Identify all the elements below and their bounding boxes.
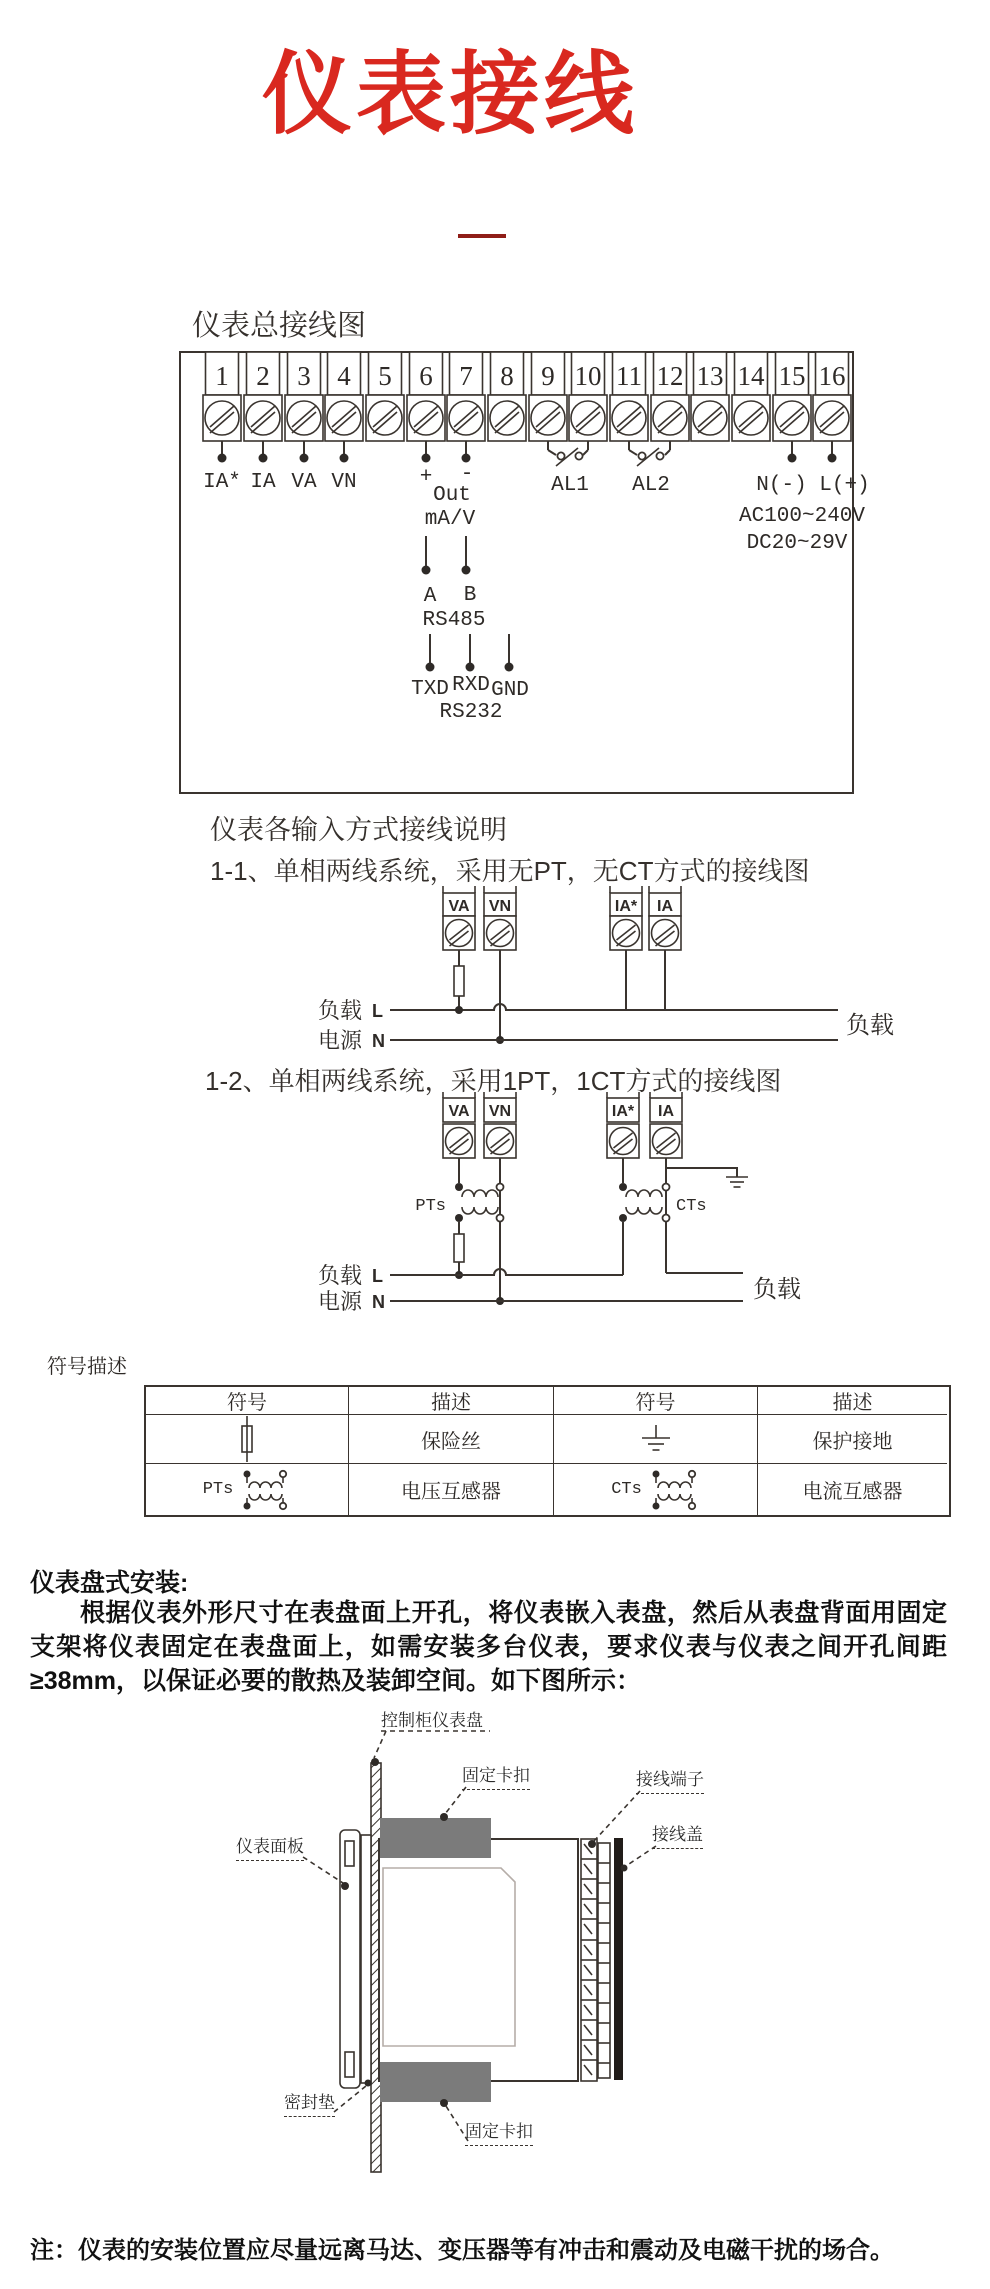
- svg-text:5: 5: [378, 361, 392, 391]
- screw-terminal-icon: [488, 395, 526, 441]
- svg-text:电源: 电源: [318, 1028, 363, 1053]
- terminal-ia: [649, 886, 681, 950]
- svg-text:PTs: PTs: [415, 1197, 446, 1216]
- svg-text:VA: VA: [448, 898, 470, 915]
- screw-terminal-icon: [366, 395, 404, 441]
- svg-text:电源: 电源: [318, 1289, 363, 1314]
- svg-text:mA/V: mA/V: [424, 508, 476, 531]
- table-header: 符号: [554, 1387, 758, 1415]
- svg-text:12: 12: [656, 361, 684, 391]
- screw-terminal-icon: [569, 395, 607, 441]
- svg-text:GND: GND: [491, 679, 529, 702]
- meter-body-inner: [383, 1868, 515, 2046]
- screw-terminal-icon: [610, 916, 642, 950]
- screw-terminal-icon: [650, 1124, 682, 1158]
- svg-text:16: 16: [818, 361, 846, 391]
- label-wiring-cover: 接线盖: [652, 1820, 703, 1849]
- diagram-1-2-caption: 1-2、单相两线系统，采用1PT，1CT方式的接线图: [205, 1066, 782, 1096]
- wiring-1-2: [318, 1158, 801, 1314]
- label-meter-front-panel: 仪表面板: [236, 1832, 304, 1861]
- terminal-va: [443, 886, 475, 950]
- svg-text:RS232: RS232: [439, 701, 503, 724]
- screw-terminal-icon: [649, 916, 681, 950]
- meter-front-bezel: [340, 1830, 360, 2088]
- svg-text:AC100~240V: AC100~240V: [738, 505, 866, 528]
- diagram-1-1-no-pt-no-ct: [290, 880, 910, 1055]
- svg-text:1: 1: [215, 361, 229, 391]
- table-cell: 电压互感器: [349, 1464, 554, 1515]
- svg-text:CTs: CTs: [676, 1197, 707, 1216]
- fuse-icon: [239, 1416, 255, 1462]
- svg-text:10: 10: [574, 361, 602, 391]
- section-heading-main-wiring: 仪表总接线图: [192, 310, 367, 342]
- svg-text:4: 4: [337, 361, 351, 391]
- svg-text:VN: VN: [488, 1103, 512, 1120]
- ct-symbol-label: CTs: [611, 1480, 642, 1499]
- terminal-strip-side: [581, 1838, 623, 2081]
- svg-text:负载: 负载: [753, 1276, 801, 1303]
- table-cell: 保护接地: [758, 1415, 947, 1464]
- svg-text:VN: VN: [331, 471, 357, 494]
- svg-text:DC20~29V: DC20~29V: [746, 532, 848, 555]
- table-header: 描述: [349, 1387, 554, 1415]
- installation-note: 注：仪表的安装位置应尽量远离马达、变压器等有冲击和震动及电磁干扰的场合。: [30, 2237, 894, 2264]
- current-transformer-icon: [619, 1158, 670, 1222]
- screw-terminal-icon: [691, 395, 729, 441]
- symbol-table-label: 符号描述: [47, 1356, 127, 1378]
- screw-terminal-icon: [651, 395, 689, 441]
- terminal-cover-bar: [614, 1838, 623, 2080]
- svg-text:RS485: RS485: [422, 609, 486, 632]
- svg-text:7: 7: [459, 361, 473, 391]
- screw-terminal-icon: [484, 916, 516, 950]
- analog-output-leads: [420, 441, 476, 531]
- earth-symbol-cell: [554, 1415, 758, 1464]
- fuse-icon: [454, 1234, 464, 1262]
- label-sealing-gasket: 密封垫: [284, 2088, 335, 2117]
- table-header: 符号: [146, 1387, 349, 1415]
- alarm-relay-2: [629, 441, 670, 497]
- switch-icon: [557, 452, 564, 459]
- earth-icon: [666, 1168, 748, 1187]
- svg-text:RXD: RXD: [452, 674, 490, 697]
- switch-icon: [638, 452, 645, 459]
- svg-text:IA: IA: [658, 1103, 674, 1120]
- svg-text:AL2: AL2: [632, 474, 670, 497]
- fuse-icon: [454, 966, 464, 996]
- screw-terminal-icon: [325, 395, 363, 441]
- title-underline-dash: [458, 234, 506, 238]
- pt-symbol-label: PTs: [202, 1480, 234, 1499]
- table-cell: 保险丝: [349, 1415, 554, 1464]
- svg-text:VA: VA: [448, 1103, 470, 1120]
- screw-terminal-icon: [244, 395, 282, 441]
- svg-text:2: 2: [256, 361, 270, 391]
- svg-text:IA*: IA*: [614, 898, 638, 915]
- svg-text:IA: IA: [657, 898, 673, 915]
- terminal-ia-star: [607, 1092, 639, 1158]
- svg-text:8: 8: [500, 361, 514, 391]
- svg-text:Out: Out: [433, 484, 471, 507]
- svg-text:IA*: IA*: [203, 471, 241, 494]
- pt-symbol-cell: [146, 1464, 349, 1515]
- svg-text:+: +: [419, 466, 433, 489]
- screw-terminal-icon: [607, 1124, 639, 1158]
- svg-text:14: 14: [737, 361, 765, 391]
- svg-text:负载: 负载: [318, 998, 363, 1023]
- label-cabinet-panel: 控制柜仪表盘: [381, 1711, 483, 1730]
- diagram-1-2-pt-ct: [200, 1085, 940, 1325]
- voltage-transformer-icon: [239, 1468, 291, 1512]
- terminal-strip: [203, 352, 851, 441]
- input-terminal-leads: [203, 441, 357, 494]
- screw-terminal-icon: [773, 395, 811, 441]
- rs232-port: [411, 634, 529, 724]
- screw-terminal-icon: [813, 395, 851, 441]
- screw-terminal-icon: [443, 916, 475, 950]
- table-header: 描述: [758, 1387, 947, 1415]
- wiring-1-1: [318, 950, 894, 1053]
- fuse-symbol-cell: [146, 1415, 349, 1464]
- voltage-transformer-icon: [455, 1158, 504, 1222]
- screw-terminal-icon: [529, 395, 567, 441]
- diagram-1-1-caption: 1-1、单相两线系统，采用无PT，无CT方式的接线图: [210, 856, 810, 886]
- terminal-vn: [484, 1092, 516, 1158]
- screw-terminal-icon: [443, 1124, 475, 1158]
- terminal-va: [443, 1092, 475, 1158]
- label-fixing-clip-top: 固定卡扣: [462, 1761, 530, 1790]
- fixing-clip-bottom: [380, 2062, 491, 2102]
- alarm-relay-1: [548, 441, 589, 497]
- svg-text:N: N: [372, 1031, 385, 1051]
- earth-icon: [639, 1425, 673, 1453]
- screw-terminal-icon: [447, 395, 485, 441]
- svg-text:6: 6: [419, 361, 433, 391]
- screw-terminal-icon: [484, 1124, 516, 1158]
- svg-text:13: 13: [696, 361, 724, 391]
- terminal-ia: [650, 1092, 682, 1158]
- screw-terminal-icon: [285, 395, 323, 441]
- main-wiring-diagram: [140, 340, 940, 810]
- page-title: 仪表接线: [262, 45, 638, 145]
- svg-text:VN: VN: [488, 898, 512, 915]
- svg-text:N: N: [372, 1292, 385, 1312]
- table-cell: 电流互感器: [802, 1481, 903, 1503]
- install-section-heading: 仪表盘式安装:: [30, 1569, 189, 1597]
- current-transformer-icon: [648, 1468, 700, 1512]
- fixing-clip-top: [380, 1818, 491, 1858]
- symbol-description-table: [144, 1385, 951, 1517]
- svg-text:15: 15: [778, 361, 806, 391]
- sealing-gasket-strip: [361, 1835, 371, 2083]
- screw-terminal-icon: [732, 395, 770, 441]
- svg-text:IA*: IA*: [611, 1103, 635, 1120]
- label-fixing-clip-bottom: 固定卡扣: [465, 2117, 533, 2146]
- svg-text:3: 3: [297, 361, 311, 391]
- screw-terminal-icon: [610, 395, 648, 441]
- svg-text:-: -: [460, 463, 474, 486]
- svg-text:AL1: AL1: [551, 474, 589, 497]
- screw-terminal-icon: [407, 395, 445, 441]
- svg-text:9: 9: [541, 361, 555, 391]
- rs485-port: [422, 536, 486, 632]
- svg-text:11: 11: [616, 361, 642, 391]
- terminal-vn: [484, 886, 516, 950]
- power-supply-leads: [739, 441, 870, 555]
- svg-text:L: L: [372, 1001, 383, 1021]
- svg-text:负载: 负载: [318, 1263, 363, 1288]
- svg-text:VA: VA: [291, 471, 317, 494]
- svg-text:L: L: [372, 1266, 383, 1286]
- svg-text:负载: 负载: [846, 1012, 894, 1039]
- terminal-ia-star: [610, 886, 642, 950]
- label-wiring-terminal: 接线端子: [636, 1765, 704, 1794]
- svg-text:N(-) L(+): N(-) L(+): [756, 474, 870, 497]
- install-paragraph: 根据仪表外形尺寸在表盘面上开孔，将仪表嵌入表盘，然后从表盘背面用固定支架将仪表固定在表盘面上，如需安装多台仪表，要求仪表与仪表之间开孔间距≥38mm，以保证必要的散热及装卸空间。如下图所示：: [30, 1599, 947, 1695]
- svg-text:TXD: TXD: [411, 678, 449, 701]
- svg-text:IA: IA: [250, 471, 276, 494]
- ct-symbol-cell: [554, 1464, 758, 1515]
- screw-terminal-icon: [203, 395, 241, 441]
- section-heading-input-modes: 仪表各输入方式接线说明: [210, 815, 507, 845]
- svg-text:A: A: [423, 585, 437, 608]
- svg-text:B: B: [463, 584, 477, 607]
